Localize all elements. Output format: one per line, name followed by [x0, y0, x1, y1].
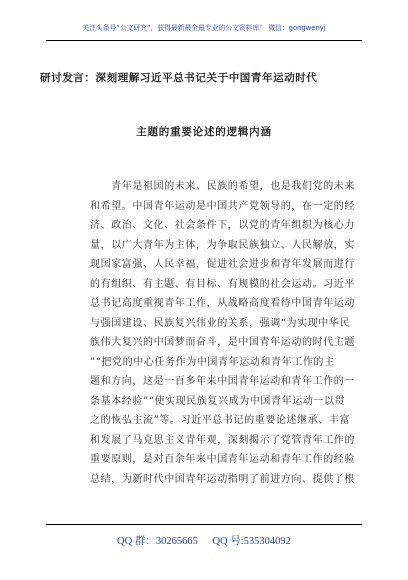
body-line: 现国家富强、人民幸福，促进社会进步和青年发展而进行 [90, 259, 355, 270]
footer-qq-group: QQ 群：30265665 [117, 536, 198, 547]
footer-divider [46, 524, 362, 525]
body-line: ”“把党的中心任务作为中国青年运动和青年工作的主 [90, 356, 335, 368]
body-line: 重要原则，是对百余年来中国青年运动和青年工作的经验 [90, 454, 355, 465]
body-line: 和希望。中国青年运动是中国共产党领导的，在一定的经 [90, 200, 355, 212]
page-footer [0, 533, 408, 548]
body-line: 条基本经验”“使实现民族复兴成为中国青年运动一以贯 [90, 395, 346, 407]
body-line: 青年是祖国的未来、民族的希望，也是我们党的未来 [90, 181, 355, 192]
page-header-banner: 关注头条号“公文研究”，获得最新最全最专业的公文资料库！ 微信：gongwenyj [82, 24, 326, 32]
header-divider [46, 40, 362, 41]
body-line: 与强国建设、民族复兴伟业的关系，强调“为实现中华民 [90, 317, 351, 329]
document-title-line-2: 主题的重要论述的逻辑内涵 [136, 126, 272, 138]
body-line: 量，以广大青年为主体，为争取民族独立、人民解放，实 [90, 239, 355, 251]
body-paragraph [90, 177, 360, 489]
body-line: 的有组织、有主题、有目标、有规模的社会运动。习近平 [90, 278, 355, 290]
body-line: 总书记高度重视青年工作，从战略高度看待中国青年运动 [90, 298, 355, 309]
body-line: 之的恢弘主流”等。习近平总书记的重要论述继承、丰富 [90, 415, 351, 426]
body-line: 族伟大复兴的中国梦而奋斗，是中国青年运动的时代主题 [90, 337, 355, 348]
body-line: 题和方向，这是一百多年来中国青年运动和青年工作的一 [90, 376, 355, 387]
body-line: 和发展了马克思主义青年观，深刻揭示了党管青年工作的 [90, 434, 355, 446]
document-title-line-1: 研讨发言：深刻理解习近平总书记关于中国青年运动时代 [40, 72, 318, 84]
body-line: 总结，为新时代中国青年运动指明了前进方向、提供了根 [90, 473, 355, 485]
footer-qq-number: QQ 号:535304092 [212, 536, 291, 547]
body-line: 济、政治、文化、社会条件下，以党的青年组织为核心力 [90, 220, 355, 231]
